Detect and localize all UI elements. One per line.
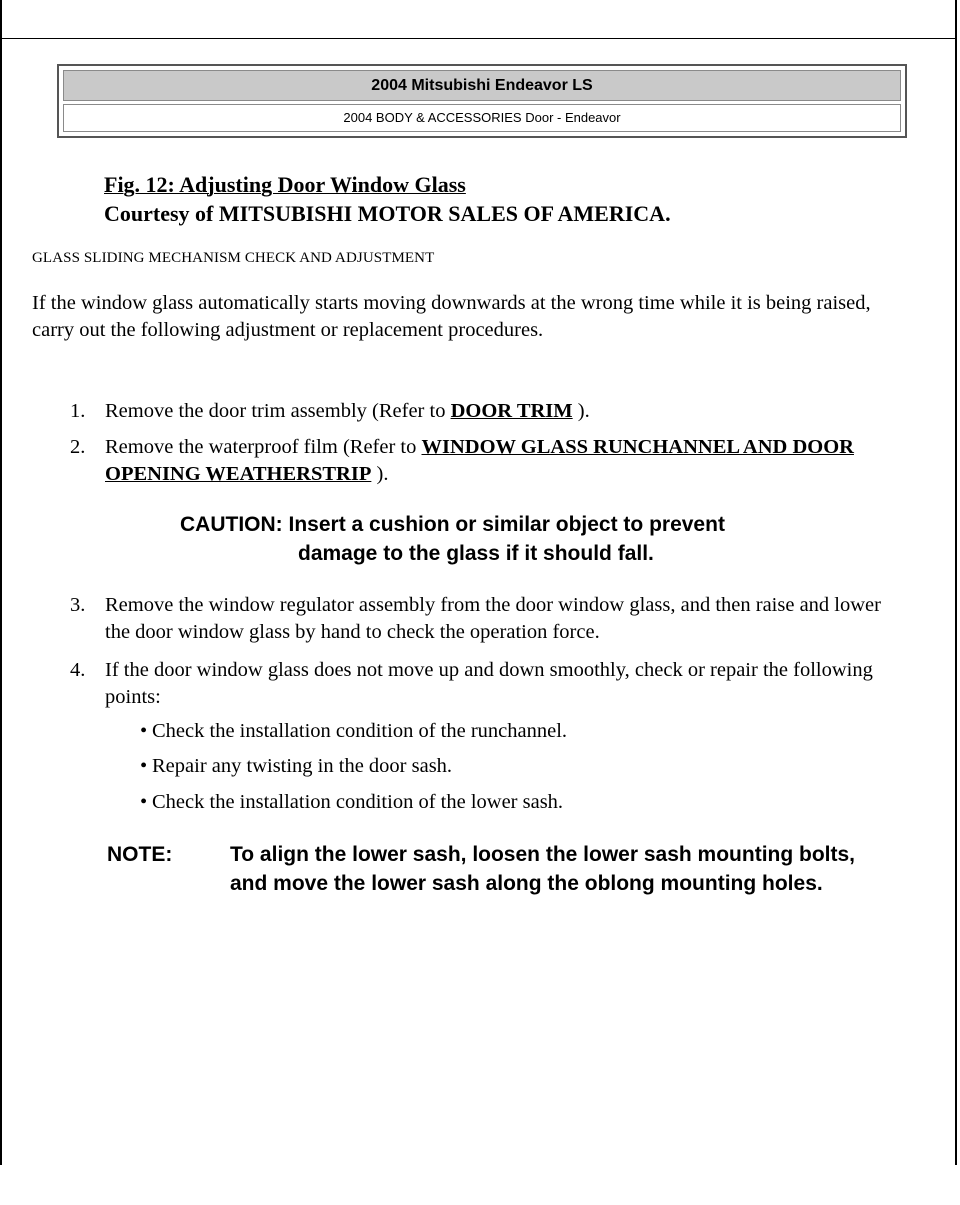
step-1 <box>70 398 910 425</box>
step-text: Remove the door trim assembly (Refer to DOOR TRIM ). <box>105 400 590 422</box>
step-text: Remove the waterproof film (Refer to WINDOW GLASS RUNCHANNEL AND DOOR OPENING WEATHERSTRIP ). <box>105 436 854 485</box>
figure-title: Fig. 12: Adjusting Door Window Glass <box>104 172 466 197</box>
step-4 <box>70 657 910 711</box>
step-text: If the door window glass does not move up and down smoothly, check or repair the following points: <box>105 659 873 708</box>
note-text: To align the lower sash, loosen the lower sash mounting bolts, and move the lower sash along the oblong mounting holes. <box>230 843 856 895</box>
list-item: • Check the installation condition of the lower sash. <box>140 789 563 816</box>
step-2 <box>70 434 910 488</box>
list-item: • Repair any twisting in the door sash. <box>140 753 452 780</box>
step-number: 2. <box>70 436 86 458</box>
list-item: • Check the installation condition of the runchannel. <box>140 718 567 745</box>
note-box <box>107 840 907 898</box>
note-label: NOTE: <box>107 843 173 866</box>
step-number: 3. <box>70 594 86 616</box>
bullet-dot-icon: • <box>140 791 148 813</box>
step-number: 1. <box>70 400 86 422</box>
page-border-right <box>955 0 957 1165</box>
header-title: 2004 Mitsubishi Endeavor LS <box>63 70 901 101</box>
caution-line-2: damage to the glass if it should fall. <box>298 542 654 565</box>
figure-caption <box>104 170 671 228</box>
caution-box <box>180 510 900 568</box>
page-border-left <box>0 0 2 1165</box>
door-trim-link[interactable]: DOOR TRIM <box>450 400 573 422</box>
caution-line-1: Insert a cushion or similar object to prevent <box>288 513 725 536</box>
figure-courtesy: Courtesy of MITSUBISHI MOTOR SALES OF AMERICA. <box>104 201 671 226</box>
bullet-dot-icon: • <box>140 755 148 777</box>
bullet-dot-icon: • <box>140 720 148 742</box>
intro-paragraph: If the window glass automatically starts moving downwards at the wrong time while it is being raised, carry out the following adjustment or replacement procedures. <box>32 292 871 341</box>
header-subtitle: 2004 BODY & ACCESSORIES Door - Endeavor <box>63 104 901 132</box>
step-3 <box>70 592 910 646</box>
step-number: 4. <box>70 659 86 681</box>
step-text: Remove the window regulator assembly from the door window glass, and then raise and lower the door window glass by hand to check the operation force. <box>105 594 881 643</box>
caution-label: CAUTION: <box>180 513 283 536</box>
section-heading: GLASS SLIDING MECHANISM CHECK AND ADJUSTMENT <box>32 250 435 266</box>
document-header <box>57 64 907 138</box>
page-border-top <box>0 38 957 39</box>
runchannel-weatherstrip-link[interactable]: WINDOW GLASS RUNCHANNEL AND DOOR OPENING WEATHERSTRIP <box>105 436 854 485</box>
